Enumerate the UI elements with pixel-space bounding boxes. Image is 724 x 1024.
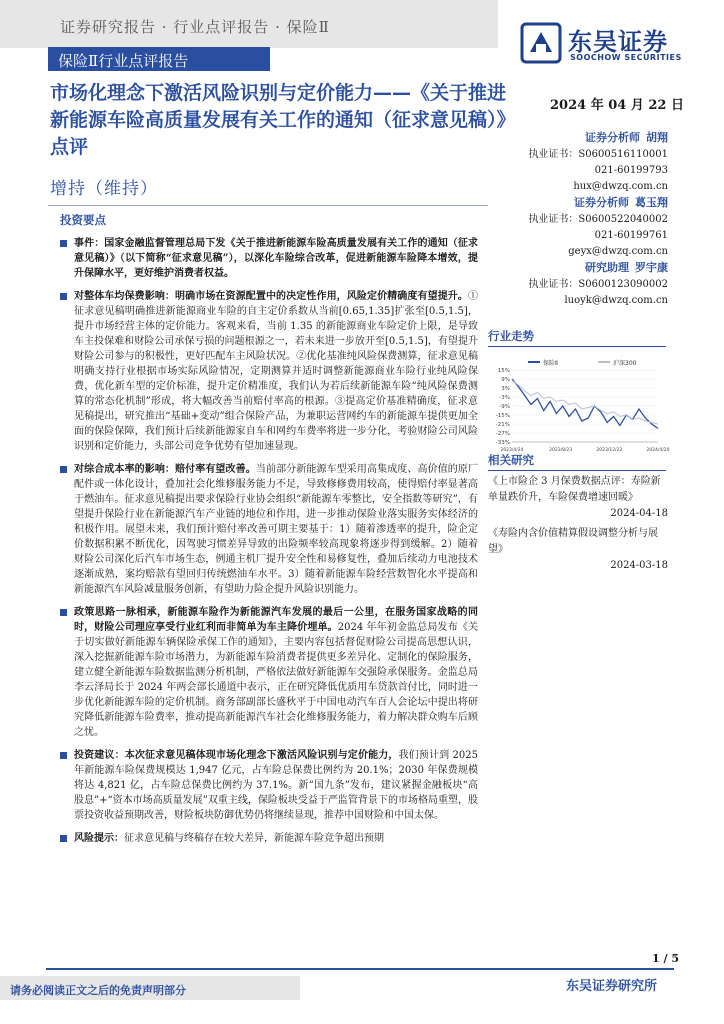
analyst-list	[508, 130, 668, 309]
logo-mark-icon	[520, 22, 562, 64]
trend-chart	[488, 356, 670, 456]
analyst-2-heading	[508, 195, 668, 212]
y-tick-label: -21%	[495, 422, 510, 428]
point-lead: 对整体车均保费影响：明确市场在资源配置中的决定性作用，风险定价精确度有望提升。	[74, 291, 468, 302]
analyst-email[interactable]: hux@dwzq.com.cn	[573, 181, 668, 192]
analyst-email[interactable]: geyx@dwzq.com.cn	[568, 246, 668, 257]
related-heading: 相关研究	[488, 453, 534, 467]
point-body: 征求意见稿与终稿存在较大差异，新能源车险竞争超出预期	[124, 833, 384, 844]
key-point	[60, 236, 478, 281]
y-tick-label: -3%	[499, 395, 510, 401]
bullet-icon	[60, 609, 67, 616]
bullet-icon	[60, 835, 67, 842]
analyst-cert: 执业证书：S0600516110001	[528, 149, 668, 160]
key-point	[60, 831, 478, 846]
y-tick-label: -33%	[495, 440, 510, 446]
related-rule	[488, 470, 666, 471]
point-lead: 事件：国家金融监督管理总局下发《关于推进新能源车险高质量发展有关工作的通知（征求意见稿）》（以下简称“征求意见稿”），以深化车险综合改革，促进新能源车险降本增效，提升保障水平，更好维护消费者权益。	[74, 238, 478, 279]
analyst-cert: 执业证书：S0600522040002	[528, 214, 668, 225]
legend-label: 保险Ⅱ	[543, 360, 558, 367]
point-lead: 对综合成本率的影响：赔付率有望改善。	[74, 464, 256, 475]
legend-label: 沪深300	[613, 360, 637, 367]
section-tag: 保险Ⅱ行业点评报告	[48, 47, 270, 71]
analyst-3-heading	[508, 260, 668, 277]
related-title[interactable]: 《寿险内含价值精算假设调整分析与展望》	[488, 528, 658, 555]
analyst-role: 研究助理	[585, 261, 629, 274]
trend-heading: 行业走势	[488, 329, 534, 343]
point-body: 当前部分新能源车型采用高集成度、高价值的原厂配件或一体化设计，叠加社会化维修服务能力不足，导致修修费用较高，使得赔付率显著高于燃油车。征求意见稿提出要求保险行业协会组织“新能源车零整比，安全指数等研究”，有望提升保险行业在新能源汽车产业链的地位和作用，进一步推动保险业落实服务实体经济的积极作用。展望未来，我们预计赔付率改善可期主要基于：1）随着渗透率的提升，险企定价数据积累不断优化，因驾驶习惯差异导致的出险频率较高现象将逐步得到缓解。2）随着财险公司深化后汽车市场生态，例通主机厂提升安全性和易修复性，叠加后续动力电池技术逐渐成熟，案均赔款有望回归传统燃油车水平。3）随着新能源车险经营数智化水平提高和新能源汽车风险减量服务创新，有望助力险企提升风险识别能力。	[74, 464, 479, 595]
bullet-icon	[60, 752, 67, 759]
key-point	[60, 462, 478, 597]
related-date: 2024-03-18	[610, 560, 668, 571]
related-item[interactable]	[488, 526, 668, 574]
report-date: 2024 年 04 月 22 日	[550, 98, 684, 113]
page-number: 1 / 5	[652, 952, 679, 965]
divider	[48, 205, 488, 206]
key-points-heading: 投资要点	[60, 213, 106, 227]
related-date: 2024-04-18	[610, 508, 668, 519]
related-title[interactable]: 《上市险企 3 月保费数据点评：寿险新单量跌价升，车险保费增速回暖》	[488, 476, 661, 503]
key-point	[60, 605, 478, 740]
bullet-icon	[60, 466, 67, 473]
point-body: ①征求意见稿明确推进新能源商业车险的自主定价系数从当前[0.65,1.35]扩张至[0.5,1.5]，提升市场经营主体的定价能力。客观来看，当前 1.35 的新能源商业车险定价上限，是导致车主投保难和财险公司承保亏损的问题根源之一，若未来进一步放开至[0.5,1.5]，有望提升财险公司参与的积极性，更好匹配车主风险状况。②优化基准纯风险保费测算，征求意见稿明确支持行业根据市场实际风险情况，定期测算并适时调整新能源商业车险行业纯风险保费，优化新车型的定价标准，提升定价精准度，我们认为若后续新能源车险“纯风险保费测算的常态化机制”形成，将大幅改善当前赔付率高的根源。③提高定价基准精确度，征求意见稿提出，研究推出“基础+变动”组合保险产品，为兼职运营网约车的新能源车提供更加全面的保险保障，我们预计后续新能源家自车和网约车费率将进一步分化，考验财险公司风险识别和定价能力，头部公司竞争优势有望加速显现。	[74, 291, 478, 452]
y-tick-label: -27%	[495, 431, 510, 437]
company-logo	[520, 22, 720, 66]
y-tick-label: 9%	[501, 377, 510, 383]
analyst-name: 胡翔	[646, 131, 668, 144]
disclaimer-link[interactable]: 请务必阅读正文之后的免责声明部分	[10, 984, 186, 997]
analyst-1-heading	[508, 130, 668, 147]
x-tick-label: 2023/12/22	[596, 448, 623, 453]
footer-firm: 东吴证券研究所	[566, 979, 658, 994]
trend-rule	[488, 346, 666, 347]
report-title: 市场化理念下激活风险识别与定价能力——《关于推进新能源车险高质量发展有关工作的通知（征求意见稿）》点评	[50, 82, 516, 158]
point-lead: 政策思路一脉相承，新能源车险作为新能源汽车发展的最后一公里，在服务国家战略的同时，财险公司理应享受行业红利而非简单为车主降价埋单。	[74, 607, 478, 633]
footer-rule	[46, 968, 674, 970]
analyst-email[interactable]: luoyk@dwzq.com.cn	[564, 295, 668, 306]
analyst-phone: 021-60199761	[594, 230, 668, 241]
point-lead: 风险提示：	[74, 833, 124, 844]
y-tick-label: 3%	[501, 386, 510, 392]
series-line-1	[512, 379, 658, 429]
analyst-role: 证券分析师	[585, 131, 640, 144]
analyst-cert: 执业证书：S0600123090002	[528, 279, 668, 290]
rating: 增持（维持）	[50, 179, 158, 199]
bullet-icon	[60, 240, 67, 247]
y-tick-label: 15%	[497, 368, 510, 374]
analyst-role: 证券分析师	[574, 196, 629, 209]
point-body: 2024 年年初金监总局发布《关于切实做好新能源车辆保险承保工作的通知》，主要内容包括督促财险公司提高思想认识，深入挖掘新能源车险市场潜力，为新能源车险消费者提供更多差异化、定制化的保险服务，建立健全新能源车险数据监测分析机制，严格依法做好新能源车交强险承保服务。金监总局李云泽局长于 2024 年两会部长通道中表示，正在研究降低优质用车贷款首付比，同时进一步优化新能源车险的定价机制。商务部副部长盛秋平于中国电动汽车百人会论坛中提出将研究降低新能源车险费率，推动提高新能源汽车社会化维修服务能力，着力解决群众购车后顾之忧。	[74, 622, 478, 738]
point-lead: 投资建议：本次征求意见稿体现市场化理念下激活风险识别与定价能力，	[74, 750, 399, 761]
logo-text-en: SOOCHOW SECURITIES	[570, 53, 682, 62]
x-tick-label: 2023/4/24	[500, 448, 524, 453]
key-point	[60, 748, 478, 823]
bullet-icon	[60, 293, 67, 300]
analyst-phone: 021-60199793	[594, 165, 668, 176]
x-tick-label: 2023/8/23	[549, 448, 573, 453]
logo-text-cn: 东吴证券	[568, 28, 668, 56]
related-item[interactable]	[488, 474, 668, 522]
analyst-name: 罗宇康	[635, 261, 668, 274]
related-list	[488, 474, 668, 578]
point-body: 我们预计到 2025 年新能源车险保费规模达 1,947 亿元，占车险总保费比例约为 20.1%；2030 年保费规模将达 4,821 亿，占车险总保费比例约为 37.1%。新“国九条”发布，建议紧握金融板块“高股息”+“资本市场高质量发展”双重主线，保险板块受益于严监管背景下的市场格局重塑，股票投资收益预期改善，财险板块防御优势仍将继续显现，推荐中国财险和中国太保。	[74, 750, 478, 821]
y-tick-label: -9%	[499, 404, 510, 410]
key-point	[60, 289, 478, 454]
key-points-list	[60, 236, 478, 854]
breadcrumb: 证券研究报告 · 行业点评报告 · 保险Ⅱ	[60, 18, 330, 36]
y-tick-label: -15%	[495, 413, 510, 419]
analyst-name: 葛玉翔	[635, 196, 668, 209]
x-tick-label: 2024/4/20	[646, 448, 670, 453]
